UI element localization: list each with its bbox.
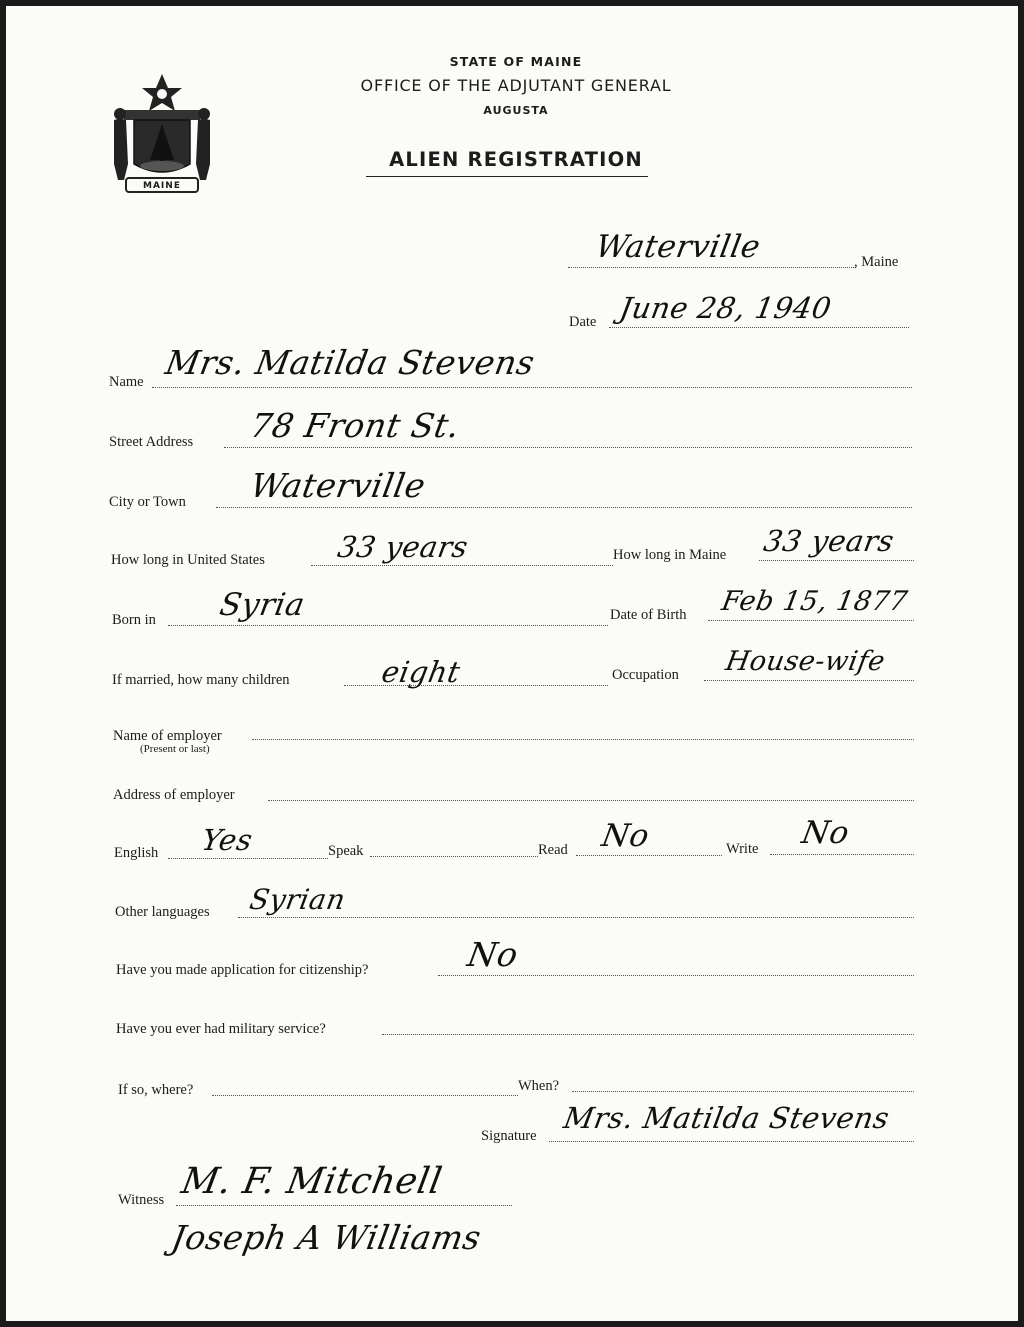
citizenship-entry: No <box>464 935 522 974</box>
employer-label: Name of employer <box>113 728 222 744</box>
english-entry: Yes <box>199 823 256 857</box>
years-maine-entry: 33 years <box>761 524 897 558</box>
other-languages-label: Other languages <box>115 904 210 920</box>
state-heading: STATE OF MAINE <box>449 54 583 69</box>
years-maine-line <box>759 560 914 561</box>
born-in-label: Born in <box>112 612 156 628</box>
city-entry: Waterville <box>247 466 429 505</box>
signature-line <box>549 1141 914 1142</box>
city-line <box>216 507 912 508</box>
citizenship-line <box>438 975 914 976</box>
seal-banner-text: MAINE <box>143 181 181 191</box>
maine-suffix-label: , Maine <box>854 254 899 270</box>
read-line <box>576 855 722 856</box>
when-line <box>572 1091 914 1092</box>
military-line <box>382 1034 914 1035</box>
english-line <box>168 858 328 859</box>
born-in-entry: Syria <box>216 587 308 623</box>
where-label: If so, where? <box>118 1082 194 1098</box>
write-label: Write <box>726 841 759 857</box>
street-address-entry: 78 Front St. <box>247 406 463 445</box>
military-label: Have you ever had military service? <box>116 1021 326 1037</box>
write-line <box>770 854 914 855</box>
speak-line <box>370 856 538 857</box>
occupation-entry: House-wife <box>723 646 888 677</box>
title-underline <box>366 176 648 177</box>
years-us-label: How long in United States <box>111 552 265 568</box>
city-heading: AUGUSTA <box>483 104 549 117</box>
read-label: Read <box>538 842 568 858</box>
registration-form-page <box>6 6 1018 1321</box>
name-label: Name <box>109 374 144 390</box>
date-label: Date <box>569 314 597 330</box>
speak-label: Speak <box>328 843 364 859</box>
years-us-line <box>311 565 613 566</box>
name-line <box>152 387 912 388</box>
occupation-label: Occupation <box>612 667 679 683</box>
read-entry: No <box>598 818 653 854</box>
where-line <box>212 1095 518 1096</box>
employer-address-label: Address of employer <box>113 787 235 803</box>
years-maine-label: How long in Maine <box>613 547 727 563</box>
place-entry: Waterville <box>592 229 764 265</box>
employer-line <box>252 739 914 740</box>
place-line <box>568 267 856 268</box>
date-of-birth-line <box>708 620 914 621</box>
signature-entry: Mrs. Matilda Stevens <box>561 1101 893 1135</box>
occupation-line <box>704 680 914 681</box>
when-label: When? <box>518 1078 560 1094</box>
witness-line <box>176 1205 512 1206</box>
witness-1-entry: M. F. Mitchell <box>178 1161 446 1202</box>
employer-address-line <box>268 800 914 801</box>
witness-label: Witness <box>118 1192 165 1208</box>
street-address-label: Street Address <box>109 434 194 450</box>
witness-2-entry: Joseph A Williams <box>168 1218 485 1257</box>
write-entry: No <box>798 815 853 851</box>
english-label: English <box>114 845 159 861</box>
name-entry: Mrs. Matilda Stevens <box>162 343 538 382</box>
employer-sublabel: (Present or last) <box>140 743 210 755</box>
citizenship-label: Have you made application for citizenship? <box>116 962 369 978</box>
date-entry: June 28, 1940 <box>617 291 835 325</box>
city-label: City or Town <box>109 494 186 510</box>
date-line <box>609 327 909 328</box>
date-of-birth-label: Date of Birth <box>610 607 687 623</box>
maine-state-seal-icon <box>106 68 218 196</box>
street-address-line <box>224 447 912 448</box>
date-of-birth-entry: Feb 15, 1877 <box>719 586 911 617</box>
office-heading: OFFICE OF THE ADJUTANT GENERAL <box>360 76 672 95</box>
years-us-entry: 33 years <box>335 530 471 564</box>
born-in-line <box>168 625 608 626</box>
children-label: If married, how many children <box>112 672 290 688</box>
other-languages-line <box>238 917 914 918</box>
other-languages-entry: Syrian <box>247 883 349 916</box>
form-title: ALIEN REGISTRATION <box>389 148 643 171</box>
signature-label: Signature <box>481 1128 537 1144</box>
children-entry: eight <box>379 655 463 689</box>
